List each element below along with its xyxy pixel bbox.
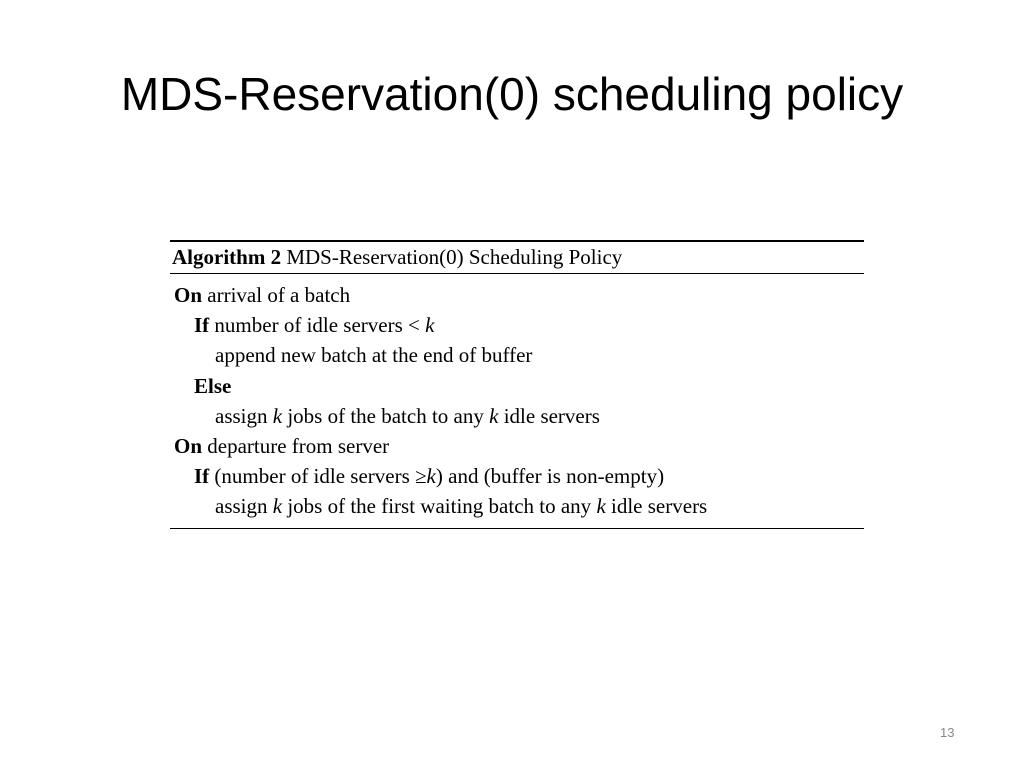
algorithm-line [170, 461, 864, 491]
keyword: Else [194, 373, 232, 398]
line-text: idle servers [611, 494, 708, 519]
line-text: jobs of the batch to any [287, 403, 484, 428]
algorithm-line [170, 340, 864, 370]
keyword: On [174, 433, 203, 458]
algorithm-body [170, 274, 864, 528]
algorithm-line [170, 491, 864, 521]
keyword: If [194, 464, 210, 489]
keyword: On [174, 283, 203, 307]
line-text: departure from server [207, 433, 390, 458]
algorithm-label: Algorithm 2 [172, 245, 282, 269]
keyword: If [194, 313, 210, 338]
math-variable: k [425, 313, 435, 338]
line-text: assign [215, 403, 268, 428]
math-variable: k [272, 494, 283, 519]
line-text: assign [215, 494, 268, 519]
math-variable: k [489, 403, 499, 428]
line-text: append new batch at the end of buffer [215, 343, 533, 368]
algorithm-line [170, 280, 864, 310]
algorithm-box [170, 240, 864, 529]
line-text: number of idle servers < [214, 313, 420, 338]
algorithm-line [170, 371, 864, 401]
line-text: ) and (buffer is non-empty) [435, 464, 665, 489]
line-text: (number of idle servers ≥ [214, 464, 427, 489]
algorithm-line [170, 431, 864, 461]
algorithm-caption: MDS-Reservation(0) Scheduling Policy [286, 245, 623, 269]
math-variable: k [596, 494, 606, 519]
math-variable: k [426, 464, 436, 489]
algorithm-header [170, 242, 864, 273]
line-text: jobs of the first waiting batch to any [287, 494, 592, 519]
algorithm-line [170, 401, 864, 431]
math-variable: k [272, 403, 283, 428]
page-number: 13 [940, 725, 955, 740]
algorithm-line [170, 310, 864, 340]
line-text: arrival of a batch [207, 283, 351, 307]
slide-title: MDS-Reservation(0) scheduling policy [120, 68, 904, 120]
bottom-rule [170, 528, 864, 529]
line-text: idle servers [503, 403, 600, 428]
